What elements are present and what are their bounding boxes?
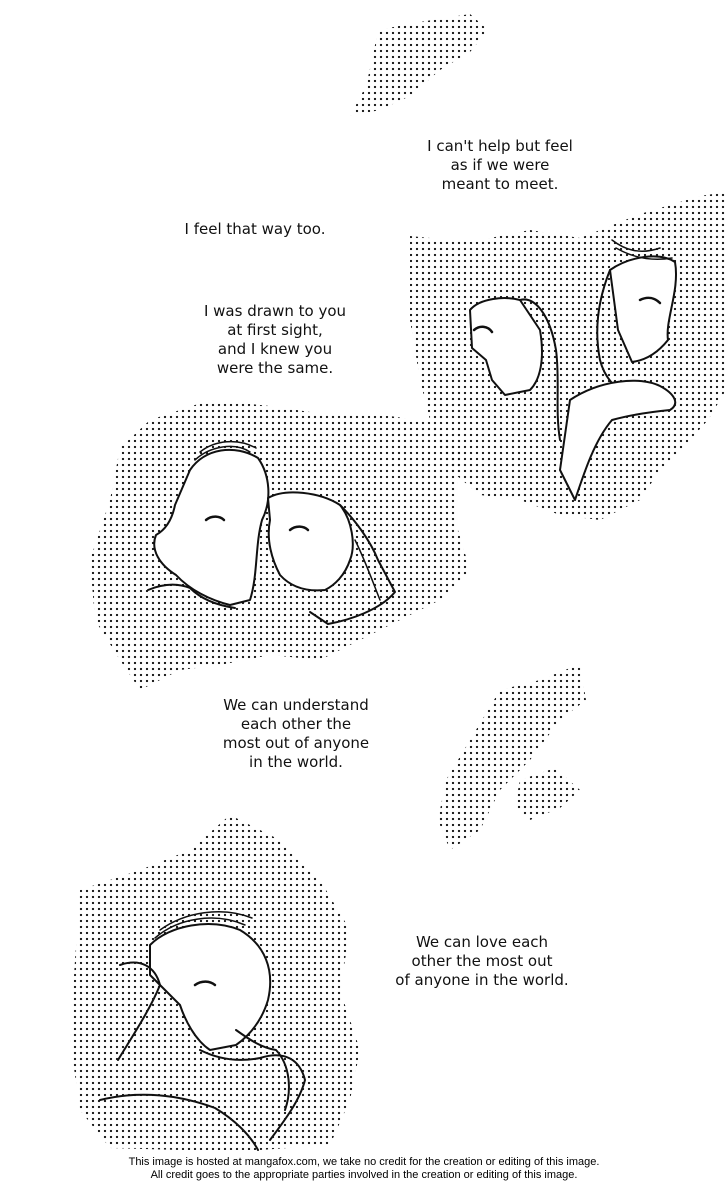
bubble-line: at first sight, xyxy=(227,321,323,339)
hosting-credit-notice xyxy=(0,1156,728,1182)
bubble-line: meant to meet. xyxy=(441,175,559,193)
bubble-line: were the same. xyxy=(216,359,334,377)
speech-bubble-drawn-to-you xyxy=(180,302,370,378)
bubble-line: most out of anyone xyxy=(222,734,370,752)
bubble-line: I was drawn to you xyxy=(203,302,347,320)
bubble-line: We can understand xyxy=(223,696,369,714)
bubble-line: as if we were xyxy=(450,156,550,174)
screentone-top xyxy=(350,14,488,116)
bubble-line: of anyone in the world. xyxy=(395,971,569,989)
speech-bubble-meant-to-meet xyxy=(410,137,590,194)
bubble-line: each other the xyxy=(240,715,352,733)
speech-bubble-feel-that-way xyxy=(160,220,350,239)
speech-bubble-understand xyxy=(196,696,396,772)
screentone-right-small xyxy=(438,664,586,850)
bubble-line: and I knew you xyxy=(217,340,333,358)
credit-line-2: All credit goes to the appropriate parties involved in the creation or editing of this image. xyxy=(150,1169,578,1181)
bubble-line: in the world. xyxy=(249,753,343,771)
speech-bubble-love-each-other xyxy=(364,933,600,990)
bubble-line: I feel that way too. xyxy=(184,220,326,238)
screentone-right-tiny xyxy=(515,768,580,820)
credit-line-1: This image is hosted at mangafox.com, we take no credit for the creation or editing of this image. xyxy=(128,1156,600,1168)
bubble-line: I can't help but feel xyxy=(427,137,573,155)
bubble-line: other the most out xyxy=(411,952,553,970)
bubble-line: We can love each xyxy=(415,933,549,951)
